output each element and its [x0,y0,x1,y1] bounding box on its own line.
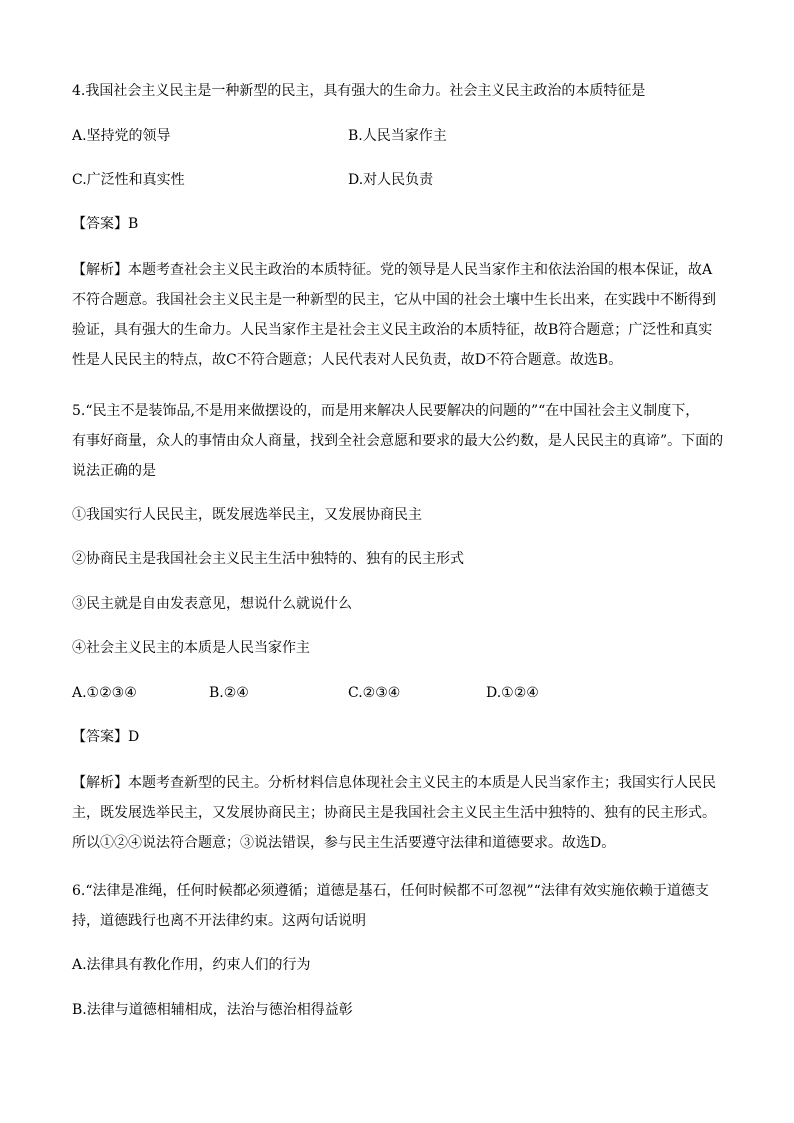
q4-analysis-line: 不符合题意。我国社会主义民主是一种新型的民主，它从中国的社会土壤中生长出来，在实践中不断得到 [72,292,716,308]
q4-analysis-line: 性是人民民主的特点，故C不符合题意；人民代表对人民负责，故D不符合题意。故选B。 [72,352,623,368]
q5-stem-line: 有事好商量，众人的事情由众人商量，找到全社会意愿和要求的最大公约数，是人民民主的真谛”。下面的 [72,433,724,449]
q5-analysis-line: 【解析】本题考查新型的民主。分析材料信息体现社会主义民主的本质是人民当家作主；我国实行人民民 [72,775,716,791]
q5-stem-line: 说法正确的是 [72,463,156,479]
q5-option-b: B.②④ [209,685,249,701]
q6-stem [72,876,728,936]
q4-analysis-line: 验证，具有强大的生命力。人民当家作主是社会主义民主政治的本质特征，故B符合题意；广泛性和真实 [72,322,713,338]
q4-option-d: D.对人民负责 [348,172,434,188]
q5-option-c: C.②③④ [348,685,401,701]
q5-analysis-line: 主，既发展选举民主，又发展协商民主；协商民主是我国社会主义民主生活中独特的、独有的民主形式。 [72,805,716,821]
q5-stem-line: 5.“民主不是装饰品,不是用来做摆设的，而是用来解决人民要解决的问题的”“在中国社会主义制度下， [72,403,700,419]
q5-analysis-line: 所以①②④说法符合题意；③说法错误，参与民主生活要遵守法律和道德要求。故选D。 [72,835,616,851]
q5-analysis [72,768,728,858]
q4-stem: 4.我国社会主义民主是一种新型的民主，具有强大的生命力。社会主义民主政治的本质特征是 [72,83,646,99]
q5-statement-4: ④社会主义民主的本质是人民当家作主 [72,640,310,656]
q4-answer: 【答案】B [72,216,139,232]
q6-option-a: A.法律具有教化作用，约束人们的行为 [72,957,311,973]
q4-analysis [72,255,728,375]
q6-stem-line: 持，道德践行也离不开法律约束。这两句话说明 [72,913,366,929]
q4-option-c: C.广泛性和真实性 [72,172,185,188]
q5-stem [72,396,728,486]
q6-stem-line: 6.“法律是准绳，任何时候都必须遵循；道德是基石，任何时候都不可忽视”“法律有效实施依赖于道德支 [72,883,709,899]
q6-option-b: B.法律与道德相辅相成，法治与德治相得益彰 [72,1002,353,1018]
q5-statement-3: ③民主就是自由发表意见，想说什么就说什么 [72,596,352,612]
q5-answer: 【答案】D [72,729,140,745]
q5-statement-1: ①我国实行人民民主，既发展选举民主，又发展协商民主 [72,507,422,523]
q5-option-d: D.①②④ [486,685,539,701]
q5-statement-2: ②协商民主是我国社会主义民主生活中独特的、独有的民主形式 [72,551,464,567]
q4-option-b: B.人民当家作主 [348,128,447,144]
q4-analysis-line: 【解析】本题考查社会主义民主政治的本质特征。党的领导是人民当家作主和依法治国的根本保证，故A [72,262,713,278]
q5-option-a: A.①②③④ [72,685,137,701]
q4-option-a: A.坚持党的领导 [72,128,171,144]
q5-options-row [72,683,728,703]
